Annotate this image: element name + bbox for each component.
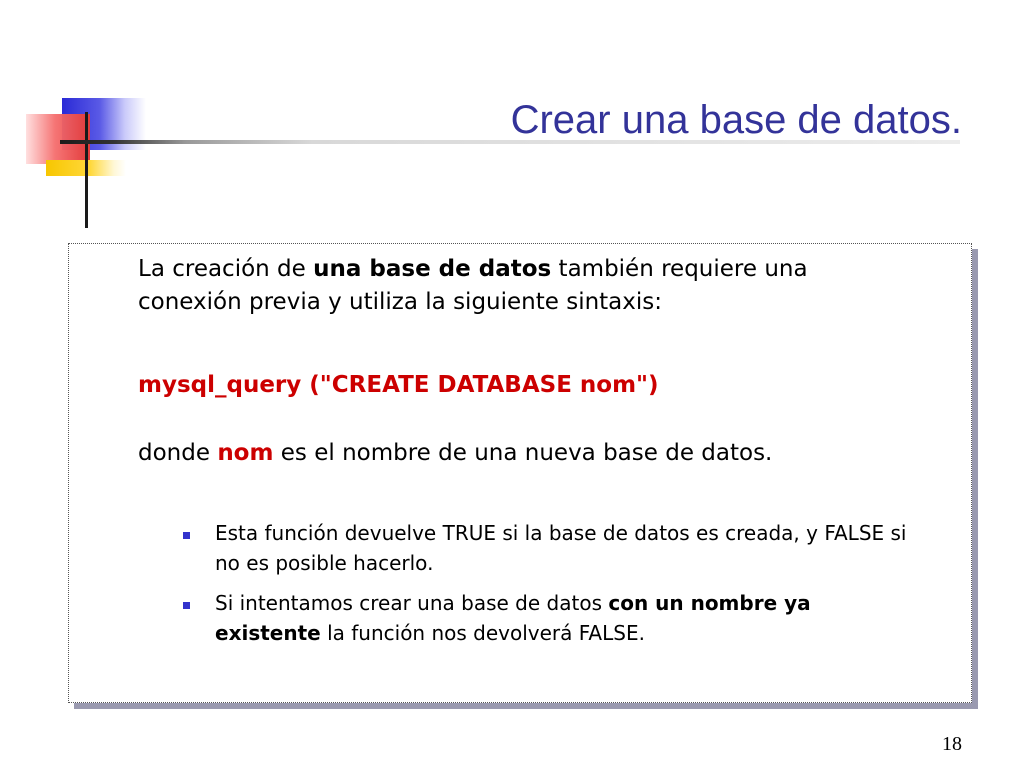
intro-bold: una base de datos: [313, 256, 552, 282]
where-text-1: donde: [138, 440, 218, 466]
bullet-text: Esta función devuelve TRUE si la base de datos es creada, y FALSE si no es posible hacerlo.: [215, 521, 907, 575]
intro-paragraph: [138, 253, 918, 319]
square-bullet-icon: [183, 602, 190, 609]
where-paragraph: [138, 437, 772, 470]
intro-text-1: La creación de: [138, 256, 314, 282]
decorative-vertical-line: [85, 112, 88, 228]
intro-text-2: también requiere una conexión previa y utiliza la siguiente sintaxis:: [138, 256, 808, 315]
decorative-red-square: [26, 114, 90, 164]
code-syntax: mysql_query ("CREATE DATABASE nom"): [138, 372, 659, 398]
where-text-2: es el nombre de una nueva base de datos.: [273, 440, 773, 466]
where-highlight: nom: [217, 440, 274, 466]
page-number: 18: [942, 733, 962, 755]
bullet-text-2: la función nos devolverá FALSE.: [320, 621, 645, 645]
slide-title: Crear una base de datos.: [510, 98, 962, 142]
bullet-list: [180, 518, 920, 658]
square-bullet-icon: [183, 532, 190, 539]
bullet-text-1: Si intentamos crear una base de datos: [215, 591, 609, 615]
bullet-item: [180, 588, 920, 648]
bullet-item: [180, 518, 920, 578]
bullet-bold: con un nombre ya existente: [215, 591, 811, 645]
